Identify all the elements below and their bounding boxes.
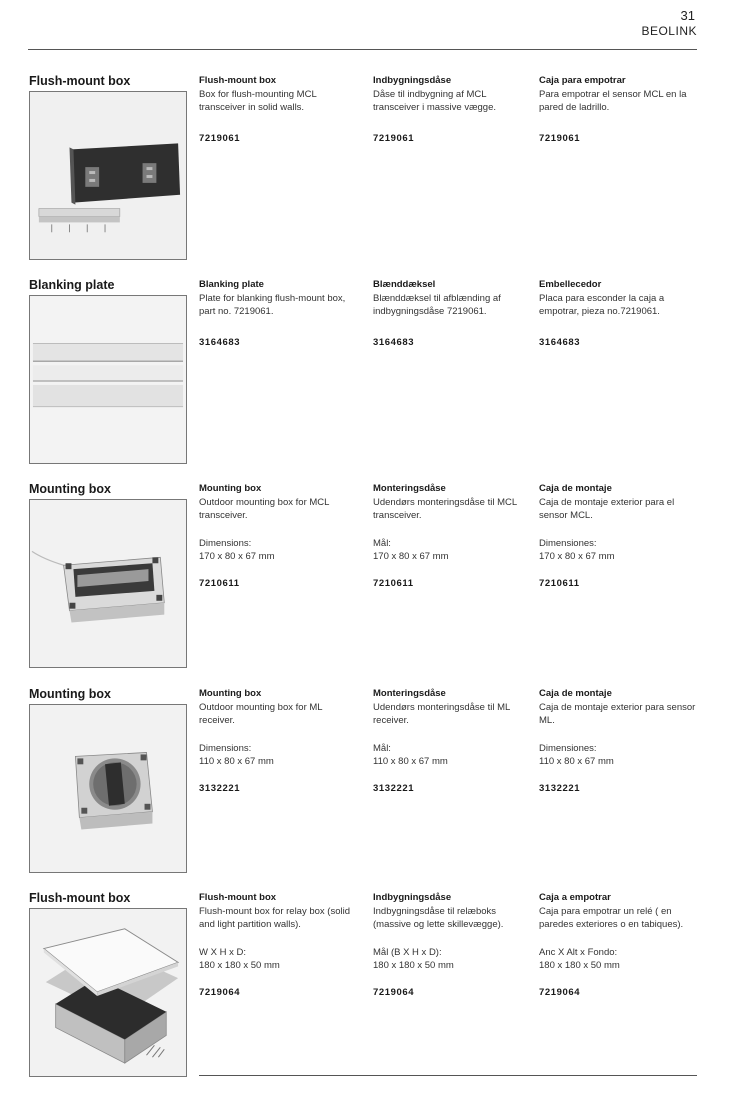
column-english	[199, 74, 359, 145]
part-number: 7219064	[539, 986, 581, 998]
column-title: Mounting box	[199, 688, 262, 699]
column-spanish	[539, 687, 699, 795]
dimensions-value: 170 x 80 x 67 mm	[373, 551, 449, 562]
part-number: 3132221	[539, 782, 581, 794]
part-number: 3132221	[199, 782, 241, 794]
section-title: Flush-mount box	[29, 74, 131, 88]
column-danish	[373, 74, 533, 145]
dimensions-label: W X H x D:	[199, 946, 246, 958]
dimensions-value: 110 x 80 x 67 mm	[199, 756, 274, 767]
brand-title: BEOLINK	[641, 24, 697, 38]
mcl-mounting-box-photo	[29, 499, 187, 668]
column-description: Dåse til indbygning af MCL transceiver i massive vægge.	[373, 88, 497, 113]
part-number: 7219061	[539, 132, 581, 144]
dimensions-value: 110 x 80 x 67 mm	[373, 756, 448, 767]
column-english	[199, 482, 359, 590]
part-number: 7219064	[199, 986, 241, 998]
column-spanish	[539, 74, 699, 145]
column-description: Caja de montaje exterior para sensor ML.	[539, 701, 696, 726]
part-number: 3132221	[373, 782, 415, 794]
column-danish	[373, 278, 533, 349]
part-number: 7210611	[373, 577, 414, 589]
dimensions-value: 180 x 180 x 50 mm	[199, 960, 280, 971]
column-description: Caja de montaje exterior para el sensor MCL.	[539, 496, 675, 521]
column-description: Blænddæksel til afblænding af indbygningsdåse 7219061.	[373, 292, 501, 317]
column-danish	[373, 891, 533, 999]
dimensions-label: Dimensions:	[199, 742, 252, 754]
column-english	[199, 891, 359, 999]
ml-mounting-box-drawing	[30, 705, 186, 872]
column-description: Plate for blanking flush-mount box, part no. 7219061.	[199, 292, 346, 317]
part-number: 7210611	[199, 577, 240, 589]
column-description: Para empotrar el sensor MCL en la pared de ladrillo.	[539, 88, 687, 113]
dimensions-value: 170 x 80 x 67 mm	[199, 551, 275, 562]
column-title: Monteringsdåse	[373, 688, 446, 699]
column-spanish	[539, 482, 699, 590]
column-title: Monteringsdåse	[373, 483, 446, 494]
bottom-rule	[199, 1075, 697, 1076]
column-title: Flush-mount box	[199, 892, 277, 903]
section-title: Mounting box	[29, 687, 111, 701]
column-description: Placa para esconder la caja a empotrar, pieza no.7219061.	[539, 292, 665, 317]
column-title: Embellecedor	[539, 279, 602, 290]
flush-mount-box-photo	[29, 91, 187, 260]
dimensions-label: Dimensions:	[199, 537, 252, 549]
product-section	[0, 687, 731, 887]
column-title: Indbygningsdåse	[373, 75, 452, 86]
part-number: 7219064	[373, 986, 415, 998]
column-description: Udendørs monteringsdåse til ML receiver.	[373, 701, 510, 726]
dimensions-value: 180 x 180 x 50 mm	[539, 960, 620, 971]
part-number: 7219061	[373, 132, 415, 144]
dimensions-value: 170 x 80 x 67 mm	[539, 551, 615, 562]
relay-flush-mount-box-photo	[29, 908, 187, 1077]
part-number: 7210611	[539, 577, 580, 589]
column-title: Caja de montaje	[539, 483, 612, 494]
column-description: Flush-mount box for relay box (solid and light partition walls).	[199, 905, 351, 930]
mcl-mounting-box-drawing	[30, 500, 186, 667]
column-description: Udendørs monteringsdåse til MCL transceiver.	[373, 496, 517, 521]
part-number: 7219061	[199, 132, 241, 144]
product-section	[0, 891, 731, 1091]
flush-mount-box-drawing	[30, 92, 186, 259]
dimensions-label: Mål (B X H x D):	[373, 946, 442, 958]
product-section	[0, 278, 731, 478]
column-title: Blanking plate	[199, 279, 264, 290]
page-number: 31	[680, 8, 695, 23]
column-title: Mounting box	[199, 483, 262, 494]
dimensions-label: Dimensiones:	[539, 537, 597, 549]
column-english	[199, 278, 359, 349]
column-title: Caja para empotrar	[539, 75, 626, 86]
column-spanish	[539, 278, 699, 349]
blanking-plate-drawing	[30, 296, 186, 463]
product-section	[0, 74, 731, 274]
part-number: 3164683	[373, 336, 415, 348]
section-title: Blanking plate	[29, 278, 115, 292]
section-title: Mounting box	[29, 482, 111, 496]
top-rule	[28, 49, 697, 50]
dimensions-label: Mål:	[373, 742, 391, 754]
relay-flush-mount-box-drawing	[30, 909, 186, 1076]
column-description: Box for flush-mounting MCL transceiver in solid walls.	[199, 88, 317, 113]
dimensions-label: Dimensiones:	[539, 742, 597, 754]
column-description: Caja para empotrar un relé ( en paredes exteriores o en tabiques).	[539, 905, 684, 930]
column-title: Blænddæksel	[373, 279, 436, 290]
dimensions-label: Anc X Alt x Fondo:	[539, 946, 618, 958]
column-title: Flush-mount box	[199, 75, 277, 86]
column-title: Indbygningsdåse	[373, 892, 452, 903]
column-description: Indbygningsdåse til relæboks (massive og lette skillevægge).	[373, 905, 504, 930]
column-title: Caja de montaje	[539, 688, 612, 699]
product-section	[0, 482, 731, 682]
column-danish	[373, 687, 533, 795]
column-title: Caja a empotrar	[539, 892, 611, 903]
section-title: Flush-mount box	[29, 891, 131, 905]
column-spanish	[539, 891, 699, 999]
column-danish	[373, 482, 533, 590]
column-description: Outdoor mounting box for MCL transceiver.	[199, 496, 330, 521]
column-english	[199, 687, 359, 795]
dimensions-value: 110 x 80 x 67 mm	[539, 756, 614, 767]
part-number: 3164683	[199, 336, 241, 348]
ml-mounting-box-photo	[29, 704, 187, 873]
blanking-plate-photo	[29, 295, 187, 464]
dimensions-value: 180 x 180 x 50 mm	[373, 960, 454, 971]
column-description: Outdoor mounting box for ML receiver.	[199, 701, 323, 726]
part-number: 3164683	[539, 336, 581, 348]
dimensions-label: Mål:	[373, 537, 391, 549]
